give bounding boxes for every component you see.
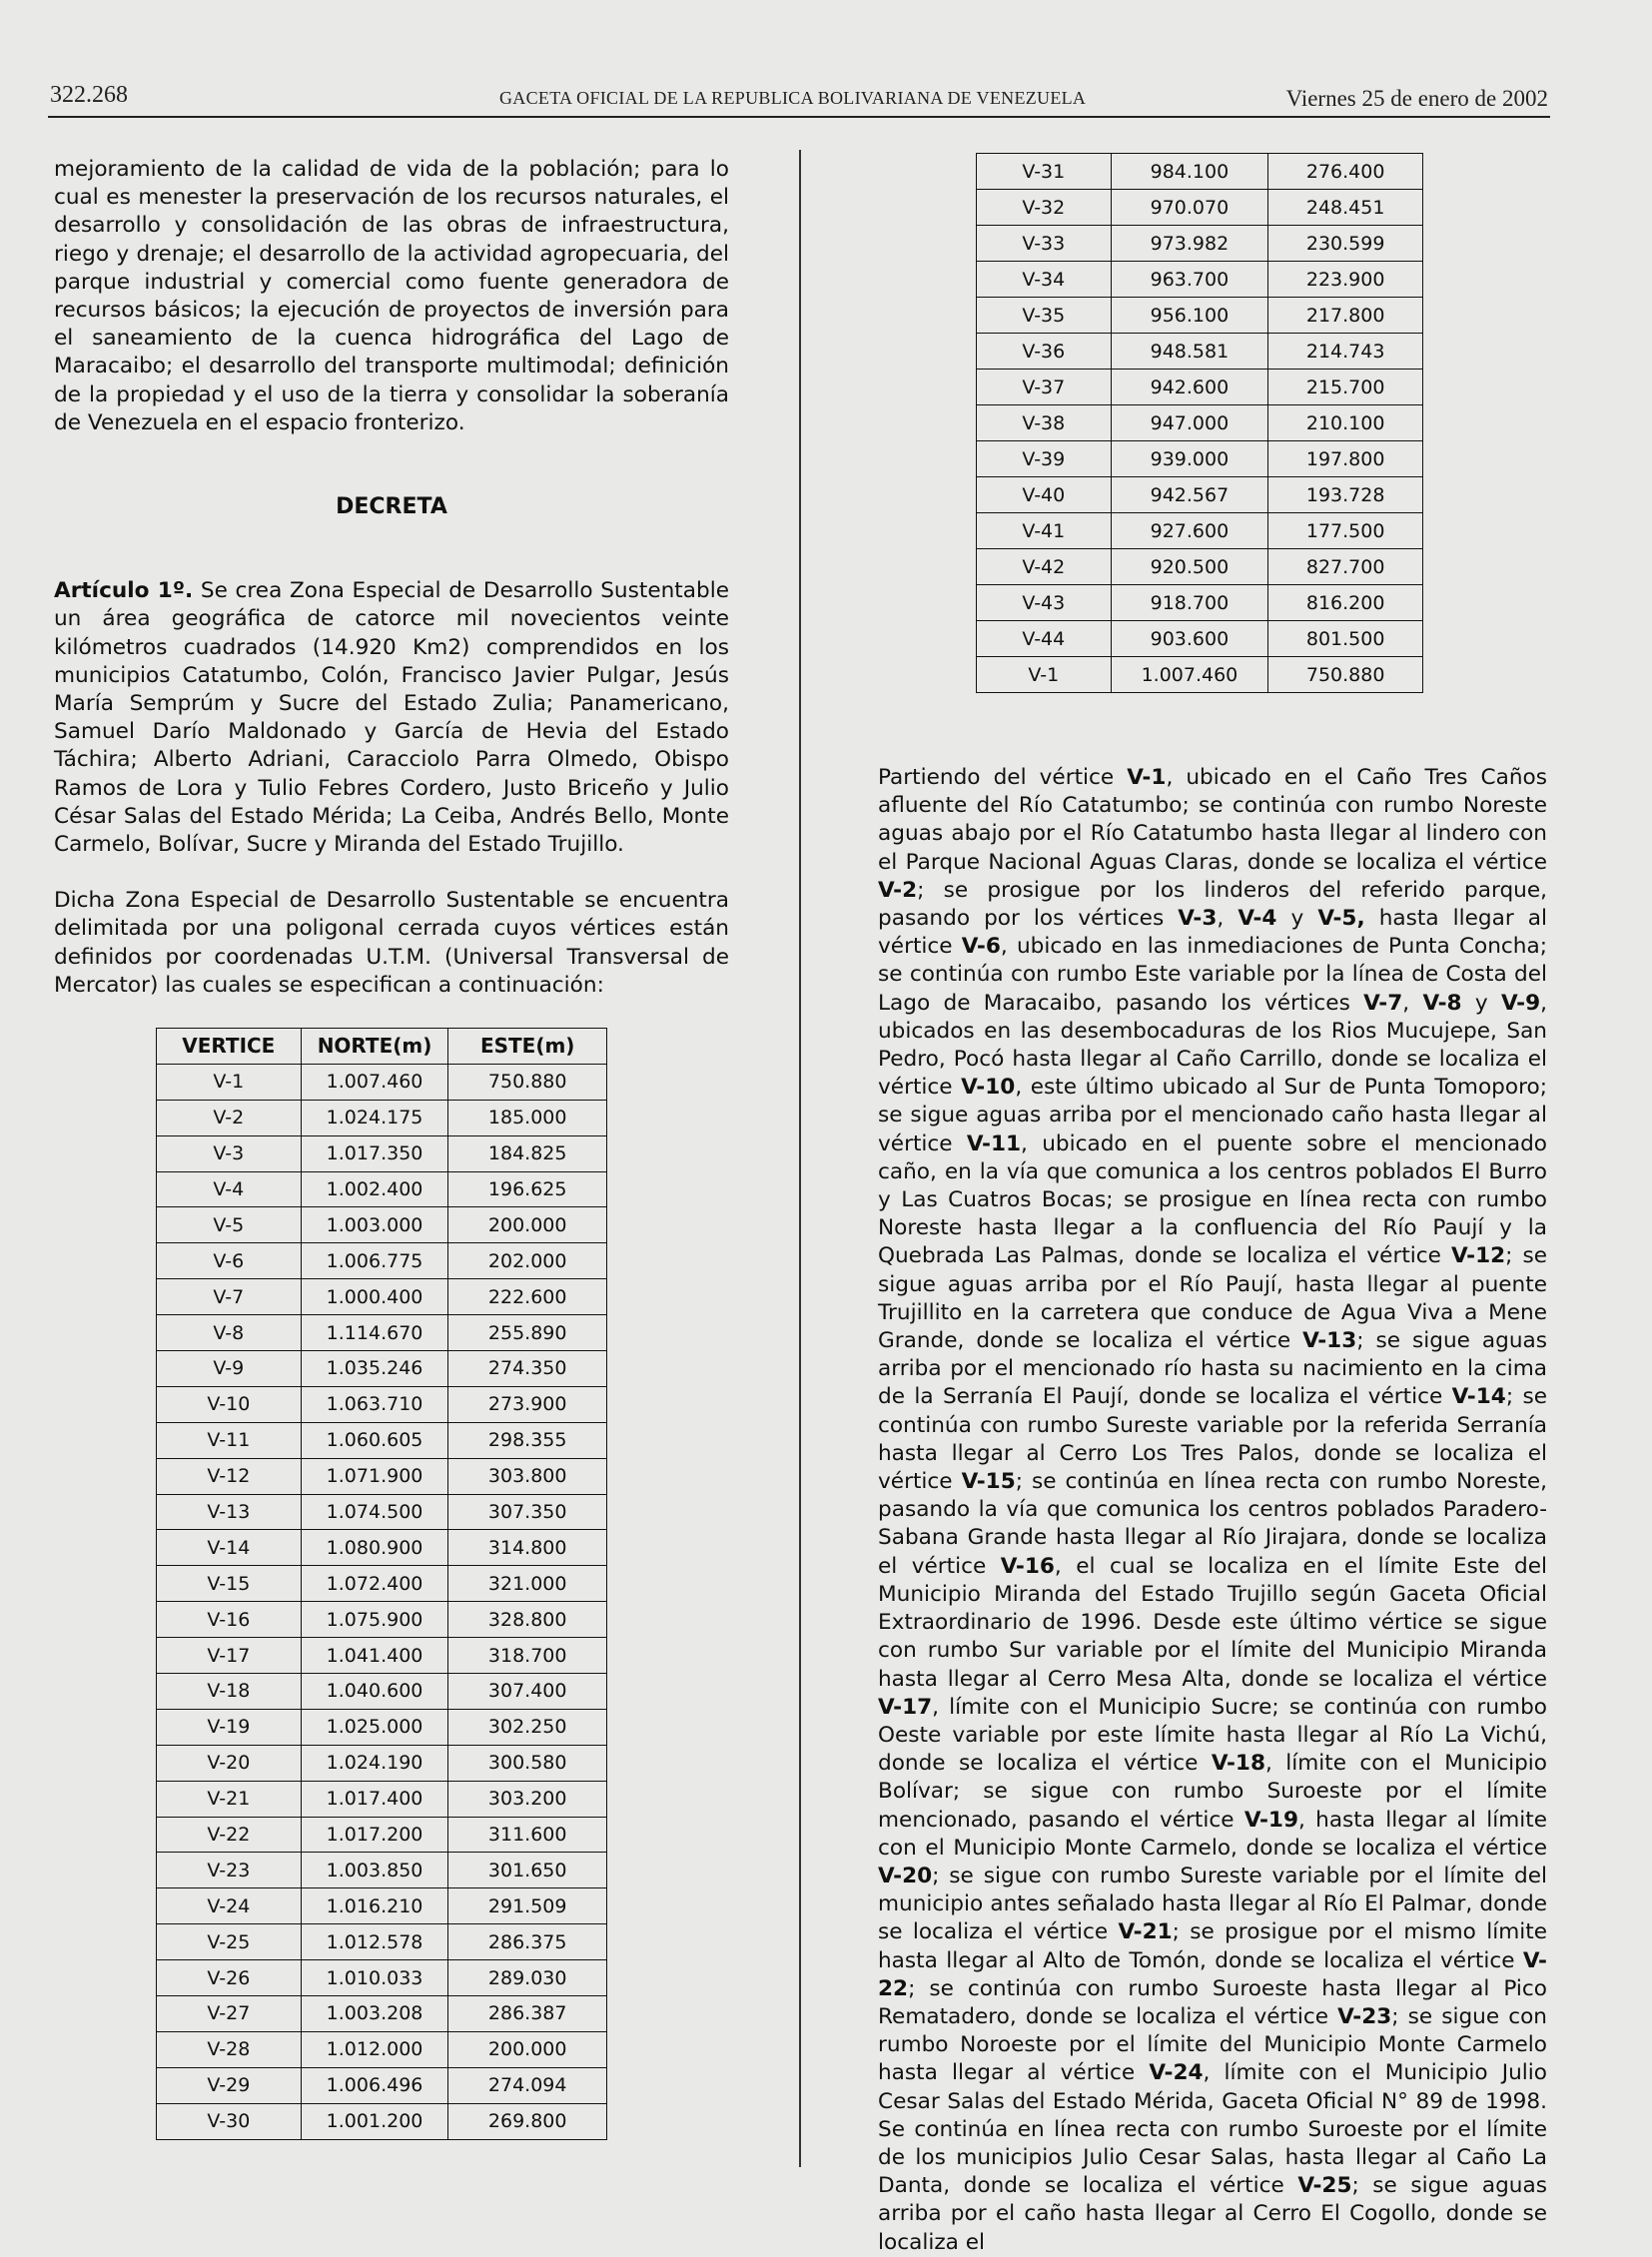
table-row — [157, 1422, 607, 1458]
table-row — [977, 370, 1423, 405]
vertex-cell: V-25 — [157, 1924, 302, 1960]
table-header-row — [157, 1029, 607, 1065]
norte-cell: 1.074.500 — [301, 1494, 448, 1530]
table-row — [977, 621, 1423, 657]
vertex-reference: V-19 — [1243, 1807, 1298, 1833]
este-cell: 196.625 — [448, 1171, 607, 1207]
table-row — [977, 585, 1423, 621]
vertex-reference: V-23 — [1337, 2003, 1392, 2029]
norte-cell: 1.063.710 — [301, 1386, 448, 1422]
este-cell: 311.600 — [448, 1817, 607, 1853]
vertex-reference: V-4 — [1238, 906, 1277, 932]
este-cell: 274.094 — [448, 2067, 607, 2103]
header-este: ESTE(m) — [448, 1029, 607, 1065]
article-text: Se crea Zona Especial de Desarrollo Sustentable un área geográfica de catorce mil novecientos veinte kilómetros cuadrados (14.920 Km2) comprendidos en los municipios Catatumbo, Colón, Francisco Javier Pulgar, Jesús María Semprúm y Sucre del Estado Zulia; Panamericano, Samuel Darío Maldonado y García de Hevia del Estado Táchira; Alberto Adriani, Caracciolo Parra Olmedo, Obispo Ramos de Lora y Tulio Febres Cordero, Justo Briceño y Julio César Salas del Estado Mérida; La Ceiba, Andrés Bello, Monte Carmelo, Bolívar, Sucre y Miranda del Estado Trujillo. — [54, 578, 729, 858]
vertex-cell: V-1 — [977, 657, 1112, 693]
este-cell: 301.650 — [448, 1853, 607, 1888]
table-row — [157, 1745, 607, 1781]
vertex-cell: V-17 — [157, 1638, 302, 1674]
vertex-cell: V-2 — [157, 1100, 302, 1135]
vertex-reference: V-17 — [878, 1694, 933, 1720]
vertex-reference: V-16 — [1000, 1553, 1055, 1579]
table-row — [157, 1351, 607, 1387]
este-cell: 318.700 — [448, 1638, 607, 1674]
norte-cell: 1.007.460 — [1111, 657, 1268, 693]
norte-cell: 1.016.210 — [301, 1888, 448, 1924]
vertex-cell: V-8 — [157, 1315, 302, 1351]
text-run: , hasta llegar al límite con el Municipio Monte Carmelo, donde se localiza el vértice — [878, 1807, 1547, 1861]
table-row — [157, 1100, 607, 1135]
vertex-cell: V-3 — [157, 1135, 302, 1171]
este-cell: 750.880 — [448, 1064, 607, 1100]
norte-cell: 903.600 — [1111, 621, 1268, 657]
norte-cell: 1.071.900 — [301, 1458, 448, 1494]
vertex-cell: V-22 — [157, 1817, 302, 1853]
este-cell: 801.500 — [1268, 621, 1423, 657]
norte-cell: 1.035.246 — [301, 1351, 448, 1387]
norte-cell: 1.012.000 — [301, 2031, 448, 2067]
text-run: ; se sigue aguas arriba por el Río Paují, hasta llegar al puente Trujillito en la carretera que conduce de Agua Viva a Mene Grande, donde se localiza el vértice — [878, 1243, 1547, 1354]
este-cell: 321.000 — [448, 1566, 607, 1602]
norte-cell: 1.075.900 — [301, 1602, 448, 1638]
este-cell: 303.800 — [448, 1458, 607, 1494]
norte-cell: 1.114.670 — [301, 1315, 448, 1351]
vertices-table-left — [156, 1028, 607, 2140]
este-cell: 314.800 — [448, 1530, 607, 1566]
table-row — [157, 1566, 607, 1602]
este-cell: 197.800 — [1268, 441, 1423, 477]
table-row — [157, 1315, 607, 1351]
table-row — [157, 1243, 607, 1279]
vertex-cell: V-40 — [977, 477, 1112, 513]
table-row — [157, 1924, 607, 1960]
este-cell: 816.200 — [1268, 585, 1423, 621]
table-row — [157, 2031, 607, 2067]
norte-cell: 1.002.400 — [301, 1171, 448, 1207]
vertex-reference: V-7 — [1363, 990, 1403, 1016]
norte-cell: 1.072.400 — [301, 1566, 448, 1602]
vertex-cell: V-42 — [977, 549, 1112, 585]
vertex-cell: V-35 — [977, 298, 1112, 334]
norte-cell: 927.600 — [1111, 513, 1268, 549]
este-cell: 255.890 — [448, 1315, 607, 1351]
norte-cell: 1.010.033 — [301, 1960, 448, 1996]
este-cell: 300.580 — [448, 1745, 607, 1781]
table-row — [977, 334, 1423, 370]
norte-cell: 942.600 — [1111, 370, 1268, 405]
text-run: , el cual se localiza en el límite Este del Municipio Miranda del Estado Trujillo según Gaceta Oficial Extraordinario de 1996. Desde este último vértice se sigue con rumbo Sur variable por el límite del Municipio Miranda hasta llegar al Cerro Mesa Alta, donde se localiza el vértice — [878, 1553, 1547, 1692]
table-row — [157, 1279, 607, 1315]
norte-cell: 939.000 — [1111, 441, 1268, 477]
norte-cell: 1.017.200 — [301, 1817, 448, 1853]
norte-cell: 1.017.400 — [301, 1781, 448, 1817]
vertex-reference: V-21 — [1118, 1919, 1173, 1945]
norte-cell: 970.070 — [1111, 190, 1268, 226]
text-run: , límite con el Municipio Sucre; se continúa con rumbo Oeste variable por este límite hasta llegar al Río La Vichú, donde se localiza el vértice — [878, 1694, 1547, 1777]
vertex-reference: V-8 — [1422, 990, 1462, 1016]
table-row — [157, 1135, 607, 1171]
vertex-reference: V-2 — [878, 877, 918, 903]
norte-cell: 947.000 — [1111, 405, 1268, 441]
vertex-cell: V-1 — [157, 1064, 302, 1100]
norte-cell: 1.012.578 — [301, 1924, 448, 1960]
este-cell: 286.387 — [448, 1996, 607, 2032]
table-row — [977, 657, 1423, 693]
table-row — [157, 2067, 607, 2103]
gazette-title: GACETA OFICIAL DE LA REPUBLICA BOLIVARIANA DE VENEZUELA — [499, 88, 1087, 108]
este-cell: 202.000 — [448, 1243, 607, 1279]
vertex-reference: V-24 — [1149, 2060, 1204, 2086]
norte-cell: 920.500 — [1111, 549, 1268, 585]
norte-cell: 1.060.605 — [301, 1422, 448, 1458]
norte-cell: 973.982 — [1111, 226, 1268, 262]
table-row — [977, 405, 1423, 441]
este-cell: 200.000 — [448, 2031, 607, 2067]
este-cell: 307.400 — [448, 1674, 607, 1710]
zone-description-paragraph: Dicha Zona Especial de Desarrollo Sustentable se encuentra delimitada por una poligonal cerrada cuyos vértices están definidos por coordenadas U.T.M. (Universal Transversal de Mercator) las cuales se especifican a continuación: — [54, 888, 729, 998]
este-cell: 230.599 — [1268, 226, 1423, 262]
norte-cell: 1.003.000 — [301, 1207, 448, 1243]
vertex-cell: V-28 — [157, 2031, 302, 2067]
este-cell: 750.880 — [1268, 657, 1423, 693]
header-vertice: VERTICE — [157, 1029, 302, 1065]
table-row — [157, 1530, 607, 1566]
text-run: ; se sigue con rumbo Sureste variable por el límite del municipio antes señalado hasta llegar al Río El Palmar, donde se localiza el vértice — [878, 1863, 1547, 1945]
table-row — [977, 154, 1423, 190]
norte-cell: 1.024.190 — [301, 1745, 448, 1781]
vertex-cell: V-16 — [157, 1602, 302, 1638]
vertex-reference: V-12 — [1451, 1243, 1506, 1269]
norte-cell: 1.007.460 — [301, 1064, 448, 1100]
este-cell: 291.509 — [448, 1888, 607, 1924]
text-run: Partiendo del vértice — [878, 765, 1128, 790]
table-row — [157, 1674, 607, 1710]
este-cell: 269.800 — [448, 2103, 607, 2139]
norte-cell: 1.017.350 — [301, 1135, 448, 1171]
table-row — [977, 441, 1423, 477]
norte-cell: 1.003.850 — [301, 1853, 448, 1888]
text-run: , ubicado en las inmediaciones de Punta Concha; se continúa con rumbo Este variable por la línea de Costa del Lago de Maracaibo, pasando los vértices — [878, 934, 1547, 1016]
vertex-cell: V-39 — [977, 441, 1112, 477]
header-norte: NORTE(m) — [301, 1029, 448, 1065]
table-row — [977, 262, 1423, 298]
vertex-cell: V-13 — [157, 1494, 302, 1530]
text-run: , — [1402, 990, 1423, 1016]
text-run: ; se continúa con rumbo Suroeste hasta llegar al Pico Rematadero, donde se localiza el vértice — [878, 1975, 1547, 2029]
norte-cell: 956.100 — [1111, 298, 1268, 334]
vertex-reference: V-9 — [1500, 990, 1541, 1016]
norte-cell: 1.006.775 — [301, 1243, 448, 1279]
vertex-cell: V-33 — [977, 226, 1112, 262]
vertex-cell: V-11 — [157, 1422, 302, 1458]
text-run: ; se sigue aguas arriba por el caño hasta llegar al Cerro El Cogollo, donde se localiza el — [878, 2173, 1547, 2255]
norte-cell: 1.001.200 — [301, 2103, 448, 2139]
vertex-cell: V-4 — [157, 1171, 302, 1207]
text-run: , ubicados en las desembocaduras de los Rios Mucujepe, San Pedro, Pocó hasta llegar al Caño Carrillo, donde se localiza el vértice — [878, 990, 1547, 1101]
table-row — [977, 190, 1423, 226]
vertex-cell: V-24 — [157, 1888, 302, 1924]
norte-cell: 948.581 — [1111, 334, 1268, 370]
vertices-table-right — [976, 153, 1423, 693]
este-cell: 222.600 — [448, 1279, 607, 1315]
vertex-reference: V-6 — [961, 934, 1001, 960]
table-row — [157, 1781, 607, 1817]
text-run: , este último ubicado al Sur de Punta Tomoporo; se sigue aguas arriba por el mencionado caño hasta llegar al vértice — [878, 1075, 1547, 1156]
vertex-cell: V-20 — [157, 1745, 302, 1781]
right-column — [878, 764, 1547, 2257]
text-run: , ubicado en el Caño Tres Caños afluente del Río Catatumbo; se continúa con rumbo Noreste aguas abajo por el Río Catatumbo hasta llegar al lindero con el Parque Nacional Aguas Claras, donde se localiza el vértice — [878, 765, 1548, 875]
vertex-cell: V-36 — [977, 334, 1112, 370]
vertex-cell: V-19 — [157, 1709, 302, 1745]
vertex-cell: V-14 — [157, 1530, 302, 1566]
table-row — [977, 226, 1423, 262]
vertex-cell: V-44 — [977, 621, 1112, 657]
vertex-reference: V-15 — [961, 1469, 1016, 1495]
table-row — [157, 1207, 607, 1243]
vertex-cell: V-5 — [157, 1207, 302, 1243]
vertex-reference: V-25 — [1297, 2173, 1352, 2199]
este-cell: 248.451 — [1268, 190, 1423, 226]
este-cell: 185.000 — [448, 1100, 607, 1135]
norte-cell: 1.041.400 — [301, 1638, 448, 1674]
article-label: Artículo 1º. — [54, 578, 194, 604]
vertex-reference: V-22 — [878, 1947, 1547, 2001]
este-cell: 273.900 — [448, 1386, 607, 1422]
vertex-reference: V-1 — [1127, 765, 1167, 790]
norte-cell: 942.567 — [1111, 477, 1268, 513]
text-run: ; se prosigue por los linderos del referido parque, pasando por los vértices — [878, 877, 1547, 932]
vertex-cell: V-7 — [157, 1279, 302, 1315]
vertex-reference: V-13 — [1302, 1328, 1357, 1354]
norte-cell: 1.025.000 — [301, 1709, 448, 1745]
table-row — [977, 549, 1423, 585]
vertex-cell: V-29 — [157, 2067, 302, 2103]
text-run: , ubicado en el puente sobre el mencionado caño, en la vía que comunica a los centros poblados El Burro y Las Cuatros Bocas; se prosigue en línea recta con rumbo Noreste hasta llegar a la confluencia del Río Paují y la Quebrada Las Palmas, donde se localiza el vértice — [878, 1130, 1547, 1269]
text-run: ; se continúa con rumbo Sureste variable por la referida Serranía hasta llegar al Cerro Los Tres Palos, donde se localiza el vértice — [878, 1384, 1547, 1495]
vertex-cell: V-43 — [977, 585, 1112, 621]
vertex-reference: V-14 — [1451, 1384, 1506, 1410]
vertex-cell: V-10 — [157, 1386, 302, 1422]
este-cell: 274.350 — [448, 1351, 607, 1387]
vertex-reference: V-11 — [966, 1130, 1022, 1156]
issue-date: Viernes 25 de enero de 2002 — [1285, 86, 1548, 111]
norte-cell: 1.080.900 — [301, 1530, 448, 1566]
intro-paragraph: mejoramiento de la calidad de vida de la población; para lo cual es menester la preservación de los recursos naturales, el desarrollo y consolidación de las obras de infraestructura, riego y drenaje; el desarrollo de la actividad agropecuaria, del parque industrial y comercial como fuente generadora de recursos básicos; la ejecución de proyectos de inversión para el saneamiento de la cuenca hidrográfica del Lago de Maracaibo; el desarrollo del transporte multimodal; definición de la propiedad y el uso de la tierra y consolidar la soberanía de Venezuela en el espacio fronterizo. — [54, 157, 729, 435]
text-run: ; se prosigue por el mismo límite hasta llegar al Alto de Tomón, donde se localiza el vértice — [878, 1919, 1547, 1973]
este-cell: 827.700 — [1268, 549, 1423, 585]
vertex-reference: V-10 — [961, 1075, 1016, 1101]
norte-cell: 1.040.600 — [301, 1674, 448, 1710]
table-row — [157, 1386, 607, 1422]
table-row — [157, 1888, 607, 1924]
vertex-cell: V-41 — [977, 513, 1112, 549]
table-row — [157, 1817, 607, 1853]
table-row — [977, 298, 1423, 334]
text-run: ; se sigue con rumbo Noroeste por el límite del Municipio Monte Carmelo hasta llegar al vértice — [878, 2003, 1547, 2086]
este-cell: 223.900 — [1268, 262, 1423, 298]
norte-cell: 984.100 — [1111, 154, 1268, 190]
este-cell: 286.375 — [448, 1924, 607, 1960]
vertex-reference: V-3 — [1178, 906, 1218, 932]
norte-cell: 1.000.400 — [301, 1279, 448, 1315]
vertex-cell: V-34 — [977, 262, 1112, 298]
este-cell: 200.000 — [448, 1207, 607, 1243]
table-row — [157, 1996, 607, 2032]
table-row — [157, 1960, 607, 1996]
table-row — [157, 1853, 607, 1888]
vertex-cell: V-15 — [157, 1566, 302, 1602]
text-run: , límite con el Municipio Bolívar; se sigue con rumbo Suroeste por el límite mencionado, pasando el vértice — [878, 1751, 1548, 1833]
este-cell: 307.350 — [448, 1494, 607, 1530]
este-cell: 328.800 — [448, 1602, 607, 1638]
este-cell: 177.500 — [1268, 513, 1423, 549]
vertex-cell: V-26 — [157, 1960, 302, 1996]
table-row — [157, 2103, 607, 2139]
vertex-reference: V-20 — [878, 1863, 933, 1888]
table-row — [157, 1709, 607, 1745]
este-cell: 184.825 — [448, 1135, 607, 1171]
vertex-cell: V-27 — [157, 1996, 302, 2032]
este-cell: 298.355 — [448, 1422, 607, 1458]
este-cell: 214.743 — [1268, 334, 1423, 370]
este-cell: 210.100 — [1268, 405, 1423, 441]
text-run: y — [1461, 990, 1501, 1016]
table-row — [157, 1602, 607, 1638]
page-number: 322.268 — [50, 82, 128, 108]
table-row — [157, 1638, 607, 1674]
norte-cell: 1.024.175 — [301, 1100, 448, 1135]
vertex-cell: V-21 — [157, 1781, 302, 1817]
page-header — [48, 82, 1550, 118]
table-row — [157, 1171, 607, 1207]
vertex-cell: V-6 — [157, 1243, 302, 1279]
vertex-reference: V-5, — [1317, 906, 1365, 932]
este-cell: 276.400 — [1268, 154, 1423, 190]
column-divider — [799, 150, 801, 2167]
boundary-description-paragraph — [878, 764, 1547, 2257]
decreta-heading: DECRETA — [336, 494, 447, 520]
este-cell: 303.200 — [448, 1781, 607, 1817]
norte-cell: 1.003.208 — [301, 1996, 448, 2032]
vertex-cell: V-31 — [977, 154, 1112, 190]
este-cell: 193.728 — [1268, 477, 1423, 513]
table-row — [157, 1494, 607, 1530]
text-run: ; se sigue aguas arriba por el mencionado río hasta su nacimiento en la cima de la Serranía El Paují, donde se localiza el vértice — [878, 1328, 1547, 1410]
text-run: , límite con el Municipio Julio Cesar Salas del Estado Mérida, Gaceta Oficial N° 89 de 1998. Se continúa en línea recta con rumbo Suroeste por el límite de los municipios Julio Cesar Salas, hasta llegar al Caño La Danta, donde se localiza el vértice — [878, 2060, 1547, 2199]
este-cell: 215.700 — [1268, 370, 1423, 405]
text-run: , — [1217, 906, 1239, 932]
vertex-cell: V-37 — [977, 370, 1112, 405]
norte-cell: 1.006.496 — [301, 2067, 448, 2103]
norte-cell: 963.700 — [1111, 262, 1268, 298]
text-run: ; se continúa en línea recta con rumbo Noreste, pasando la vía que comunica los centros poblados Paradero-Sabana Grande hasta llegar al Río Jirajara, donde se localiza el vértice — [878, 1469, 1548, 1579]
este-cell: 289.030 — [448, 1960, 607, 1996]
article-1-paragraph — [54, 577, 729, 859]
table-row — [977, 477, 1423, 513]
vertex-cell: V-18 — [157, 1674, 302, 1710]
vertex-cell: V-38 — [977, 405, 1112, 441]
text-run: hasta llegar al vértice — [878, 906, 1547, 960]
text-run: y — [1276, 906, 1318, 932]
table-row — [157, 1064, 607, 1100]
vertex-cell: V-32 — [977, 190, 1112, 226]
vertex-cell: V-23 — [157, 1853, 302, 1888]
table-row — [977, 513, 1423, 549]
vertex-cell: V-12 — [157, 1458, 302, 1494]
vertex-cell: V-9 — [157, 1351, 302, 1387]
vertex-cell: V-30 — [157, 2103, 302, 2139]
vertex-reference: V-18 — [1211, 1751, 1265, 1777]
este-cell: 217.800 — [1268, 298, 1423, 334]
table-row — [157, 1458, 607, 1494]
este-cell: 302.250 — [448, 1709, 607, 1745]
left-column — [54, 156, 729, 1000]
norte-cell: 918.700 — [1111, 585, 1268, 621]
